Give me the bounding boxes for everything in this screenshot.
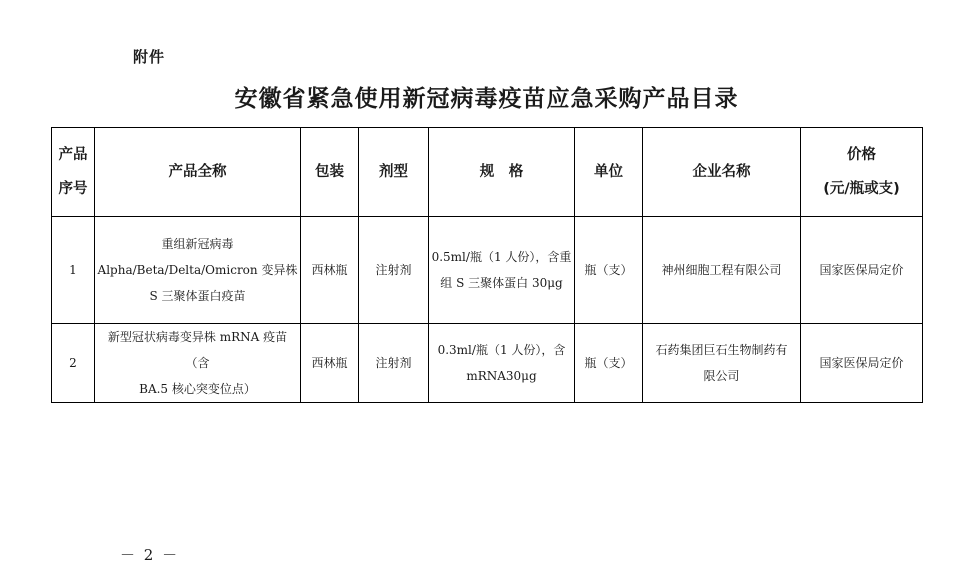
cell-dosage-form: 注射剂 (359, 324, 429, 403)
header-unit: 单位 (575, 128, 643, 217)
cell-name-line3: S 三聚体蛋白疫苗 (149, 289, 246, 303)
cell-name (95, 324, 301, 403)
cell-company-line1: 石药集团巨石生物制药有 (655, 343, 788, 357)
header-spec: 规 格 (429, 128, 575, 217)
header-seq-line1: 产品 (58, 147, 88, 163)
cell-name (95, 217, 301, 324)
cell-name-line1: 重组新冠病毒 (161, 237, 234, 251)
cell-company-line2: 限公司 (703, 369, 740, 383)
cell-spec (429, 217, 575, 324)
page-number: － 2 － (120, 546, 180, 564)
cell-dosage-form: 注射剂 (359, 217, 429, 324)
cell-unit: 瓶（支） (575, 217, 643, 324)
cell-price: 国家医保局定价 (801, 217, 923, 324)
cell-spec (429, 324, 575, 403)
product-catalog-table (51, 127, 923, 403)
header-price (801, 128, 923, 217)
header-company: 企业名称 (643, 128, 801, 217)
table-row (52, 217, 923, 324)
header-seq-line2: 序号 (58, 181, 88, 197)
header-price-line1: 价格 (847, 147, 876, 163)
cell-name-line2: BA.5 核心突变位点） (139, 382, 256, 396)
cell-spec-line1: 0.3ml/瓶（1 人份），含 (437, 343, 566, 357)
cell-seq: 2 (52, 324, 95, 403)
header-seq (52, 128, 95, 217)
cell-spec-line2: mRNA30μg (466, 369, 537, 383)
cell-name-line2: Alpha/Beta/Delta/Omicron 变异株 (97, 263, 298, 277)
cell-price: 国家医保局定价 (801, 324, 923, 403)
attachment-label: 附件 (133, 48, 166, 66)
document-title: 安徽省紧急使用新冠病毒疫苗应急采购产品目录 (234, 86, 739, 112)
header-price-line2: (元/瓶或支) (823, 181, 900, 197)
header-dosage-form: 剂型 (359, 128, 429, 217)
cell-company (643, 324, 801, 403)
table-row (52, 324, 923, 403)
cell-spec-line2: 组 S 三聚体蛋白 30μg (440, 276, 563, 290)
cell-seq: 1 (52, 217, 95, 324)
cell-name-line1: 新型冠状病毒变异株 mRNA 疫苗（含 (107, 330, 288, 370)
cell-unit: 瓶（支） (575, 324, 643, 403)
table-header-row (52, 128, 923, 217)
header-name: 产品全称 (95, 128, 301, 217)
cell-company: 神州细胞工程有限公司 (643, 217, 801, 324)
cell-package: 西林瓶 (301, 324, 359, 403)
cell-spec-line1: 0.5ml/瓶（1 人份），含重 (431, 250, 572, 264)
cell-package: 西林瓶 (301, 217, 359, 324)
header-package: 包装 (301, 128, 359, 217)
